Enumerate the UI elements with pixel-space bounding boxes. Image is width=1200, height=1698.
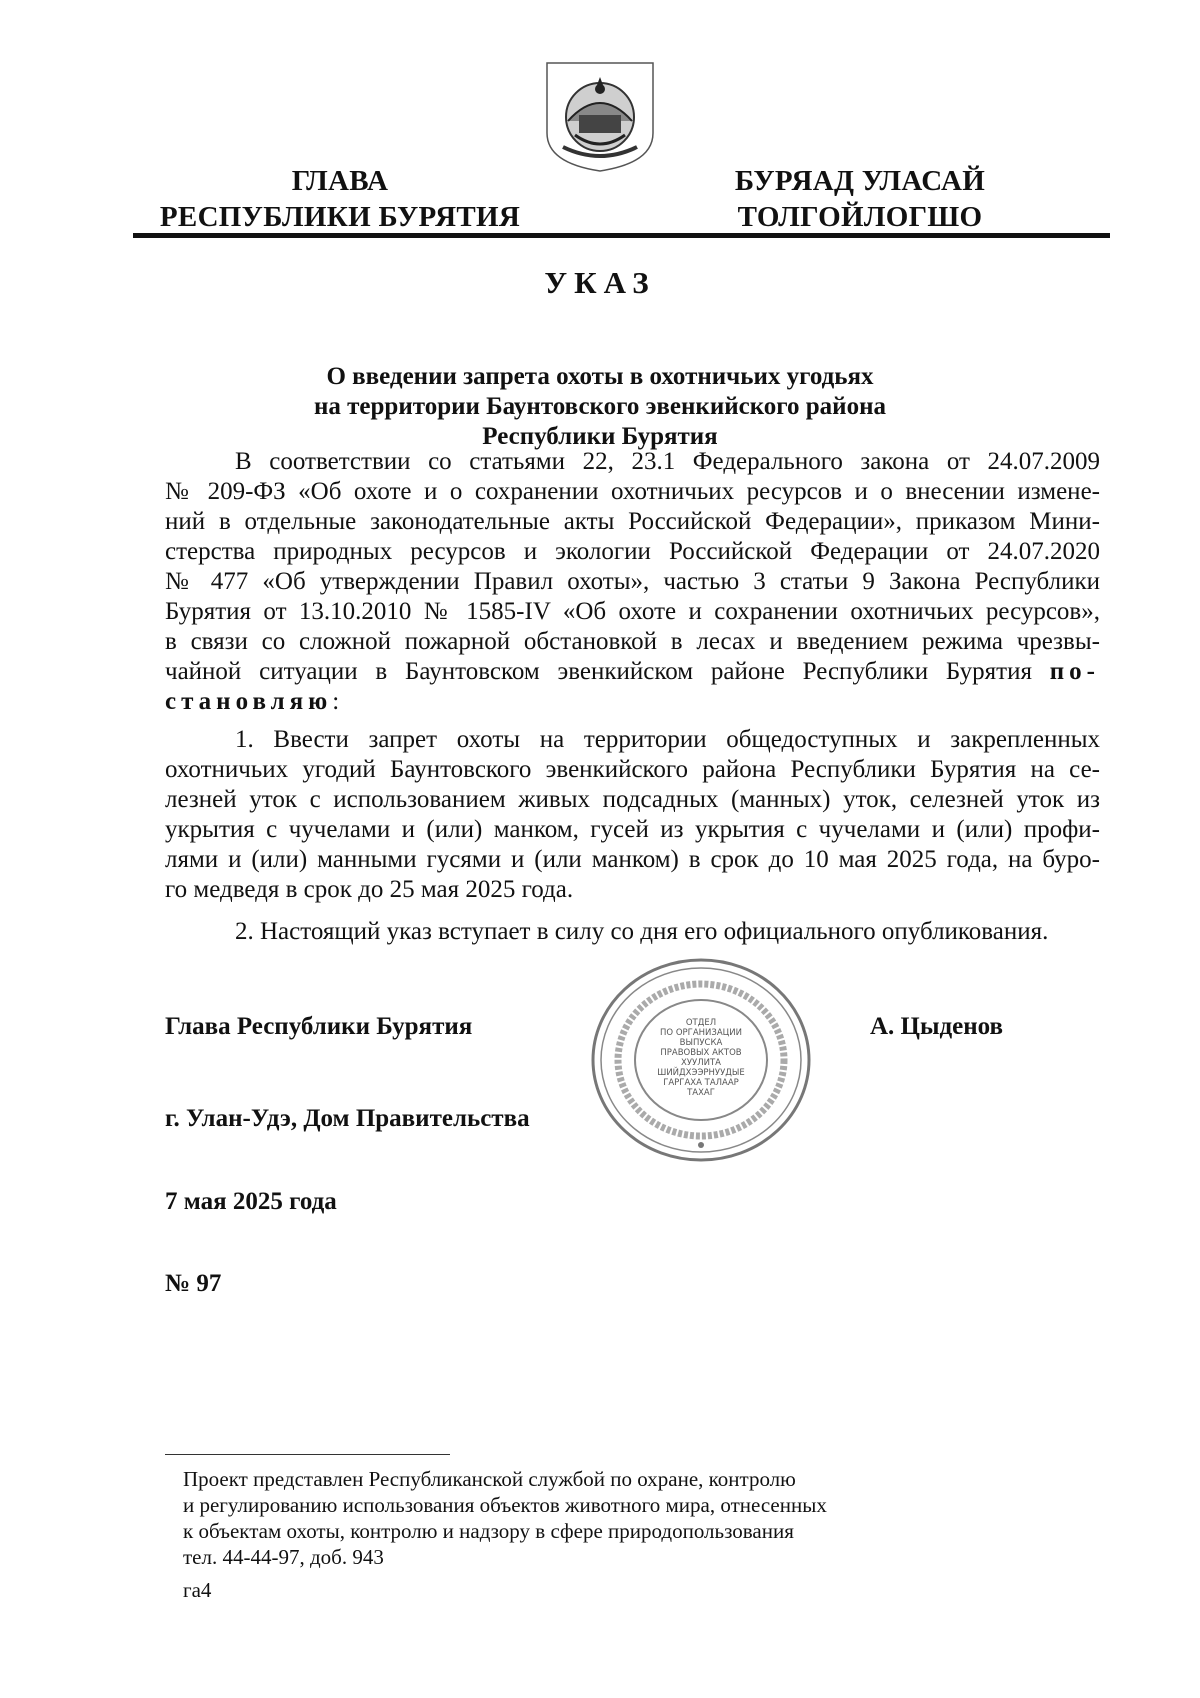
footnote-line: Проект представлен Республиканской службой по охране, контролю <box>183 1467 796 1491</box>
signature-name: А. Цыденов <box>870 1013 1004 1040</box>
decree-number: № 97 <box>165 1270 222 1297</box>
stamp-line: ОТДЕЛ <box>685 1018 717 1028</box>
signature-position: Глава Республики Бурятия <box>165 1013 473 1040</box>
document-code: га4 <box>183 1578 212 1602</box>
official-stamp <box>588 955 814 1165</box>
item1-line: укрытия с чучелами и (или) манком, гусей из укрытия с чучелами и (или) профи- <box>165 816 1100 843</box>
preamble-line: в связи со сложной пожарной обстановкой в лесах и введением режима чрезвы- <box>165 628 1100 655</box>
preamble-line: № 209-ФЗ «Об охоте и о сохранении охотничьих ресурсов и о внесении измене- <box>165 478 1100 505</box>
item-2-paragraph <box>165 917 1100 947</box>
stamp-line: ПРАВОВЫХ АКТОВ <box>660 1048 742 1058</box>
title-line: на территории Баунтовского эвенкийского района <box>314 393 886 420</box>
header-right <box>695 163 1025 235</box>
stamp-line: ГАРГАХА ТАЛААР <box>663 1078 739 1088</box>
stamp-line: ТАХАГ <box>687 1088 715 1098</box>
preamble-line: чайной ситуации в Баунтовском эвенкийском районе Республики Бурятия <box>165 658 1032 685</box>
document-type: УКАЗ <box>544 265 656 300</box>
preamble-line: стерства природных ресурсов и экологии Российской Федерации от 24.07.2020 <box>165 538 1100 565</box>
header-right-line2: ТОЛГОЙЛОГШО <box>737 201 983 233</box>
footnote-divider <box>165 1454 450 1455</box>
stamp-line: ПО ОРГАНИЗАЦИИ <box>660 1028 742 1038</box>
stamp-line: ШИЙДХЭЭРНУУДЫЕ <box>657 1068 745 1078</box>
preamble-paragraph <box>165 447 1100 717</box>
signing-date: 7 мая 2025 года <box>165 1188 337 1215</box>
footnote-line: тел. 44-44-97, доб. 943 <box>183 1545 384 1569</box>
item1-line: 1. Ввести запрет охоты на территории общедоступных и закрепленных <box>235 726 1100 753</box>
preamble-line: № 477 «Об утверждении Правил охоты», частью 3 статьи 9 Закона Республики <box>165 568 1100 595</box>
coat-of-arms-emblem <box>535 55 665 175</box>
title-line: О введении запрета охоты в охотничьих угодьях <box>326 363 874 390</box>
item1-line: лезней уток с использованием живых подсадных (манных) уток, селезней уток из <box>165 786 1100 813</box>
header-left-line2: РЕСПУБЛИКИ БУРЯТИЯ <box>159 201 521 233</box>
preamble-line-with-decree <box>165 657 1100 687</box>
preamble-line: В соответствии со статьями 22, 23.1 Федерального закона от 24.07.2009 <box>235 448 1100 475</box>
item2-line: 2. Настоящий указ вступает в силу со дня его официального опубликования. <box>235 918 1049 945</box>
decree-word-line <box>165 687 1100 717</box>
stamp-line: ВЫПУСКА <box>679 1038 723 1048</box>
header-right-line1: БУРЯАД УЛАСАЙ <box>734 165 986 197</box>
title-line: Республики Бурятия <box>482 423 718 450</box>
item1-line: лями и (или) манными гусями и (или манком) в срок до 10 мая 2025 года, на буро- <box>165 846 1100 873</box>
preamble-line: ний в отдельные законодательные акты Российской Федерации», приказом Мини- <box>165 508 1100 535</box>
item1-line: го медведя в срок до 25 мая 2025 года. <box>165 876 574 903</box>
footnote-line: к объектам охоты, контролю и надзору в сфере природопользования <box>183 1519 794 1543</box>
preamble-line: Бурятия от 13.10.2010 № 1585-IV «Об охоте и сохранении охотничьих ресурсов», <box>165 598 1100 625</box>
decree-colon: : <box>332 688 340 715</box>
signing-place: г. Улан-Удэ, Дом Правительства <box>165 1105 530 1132</box>
item1-line: охотничьих угодий Баунтовского эвенкийского района Республики Бурятия на се- <box>165 756 1100 783</box>
decree-title <box>250 362 950 452</box>
decree-word-start: по- <box>1049 658 1101 685</box>
decree-word-end: становляю <box>165 688 333 715</box>
header-divider <box>133 233 1110 238</box>
header-left <box>150 163 530 235</box>
footnote-line: и регулированию использования объектов животного мира, отнесенных <box>183 1493 827 1517</box>
footnote <box>183 1466 983 1570</box>
stamp-line: ХУУЛИТА <box>681 1058 721 1068</box>
header-left-line1: ГЛАВА <box>291 165 389 197</box>
item-1-paragraph <box>165 725 1100 905</box>
